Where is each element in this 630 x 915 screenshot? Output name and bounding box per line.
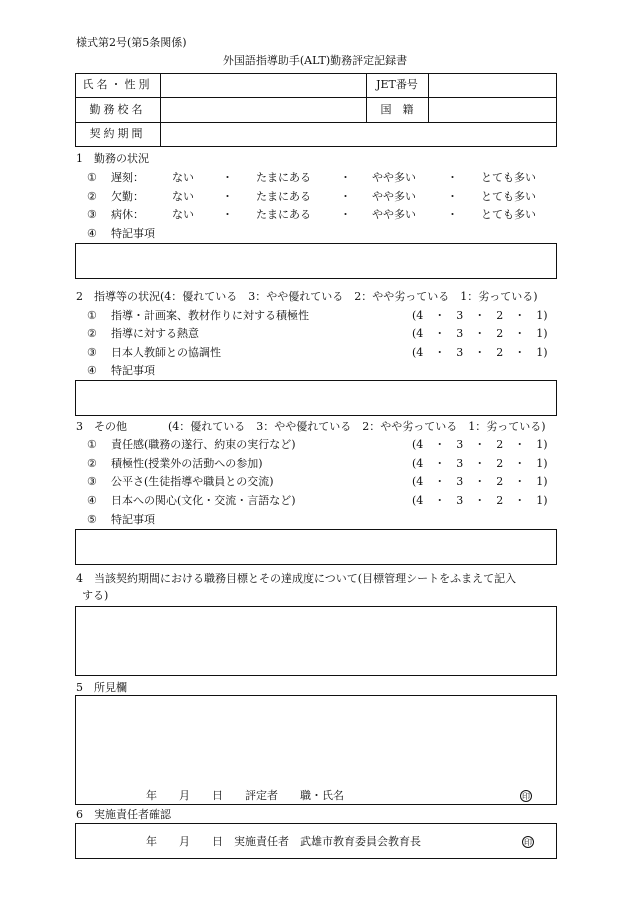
section1-remarks-box[interactable] — [75, 243, 557, 279]
separator: ・ — [222, 171, 233, 184]
rating-scale[interactable]: (4 ・ 3 ・ 2 ・ 1) — [412, 438, 548, 451]
separator: ・ — [340, 208, 351, 221]
item-number: ① — [87, 309, 97, 322]
name-gender-label: 氏名・性別 — [82, 78, 153, 91]
separator: ・ — [340, 171, 351, 184]
section4-box[interactable] — [75, 606, 557, 676]
item-number: ③ — [87, 475, 97, 488]
item-number: ④ — [87, 364, 97, 377]
section3-legend: (4：優れている 3：やや優れている 2：やや劣っている 1：劣っている) — [168, 420, 546, 433]
rating-scale[interactable]: (4 ・ 3 ・ 2 ・ 1) — [412, 309, 548, 322]
item-number: ② — [87, 457, 97, 470]
item-label: 指導に対する熱意 — [111, 327, 199, 340]
remarks-label: 特記事項 — [111, 364, 155, 377]
option-very-often[interactable]: とても多い — [481, 171, 536, 184]
option-sometimes[interactable]: たまにある — [256, 190, 311, 203]
item-label: 公平さ(生徒指導や職員との交流) — [111, 475, 274, 488]
item-number: ③ — [87, 208, 97, 221]
option-fairly-often[interactable]: やや多い — [372, 190, 416, 203]
item-number: ① — [87, 438, 97, 451]
section3-remarks-box[interactable] — [75, 529, 557, 565]
item-number: ④ — [87, 227, 97, 240]
remarks-label: 特記事項 — [111, 227, 155, 240]
item-number: ③ — [87, 346, 97, 359]
name-gender-field[interactable] — [160, 78, 366, 92]
item-label: 指導・計画案、教材作りに対する積極性 — [111, 309, 309, 322]
section5-title: 5 所見欄 — [76, 681, 127, 694]
option-none[interactable]: ない — [172, 208, 194, 221]
separator: ・ — [447, 190, 458, 203]
option-sometimes[interactable]: たまにある — [256, 171, 311, 184]
rating-scale[interactable]: (4 ・ 3 ・ 2 ・ 1) — [412, 457, 548, 470]
section4-title: 4 当該契約期間における職務目標とその達成度について(目標管理シートをふまえて記入 — [76, 572, 517, 585]
jet-number-label: JET番号 — [376, 78, 418, 91]
official-line: 年 月 日 実施責任者 武雄市教育委員会教育長 — [146, 835, 421, 848]
remarks-label: 特記事項 — [111, 513, 155, 526]
item-label: 責任感(職務の遂行、約束の実行など) — [111, 438, 296, 451]
separator: ・ — [222, 208, 233, 221]
item-number: ② — [87, 327, 97, 340]
seal-icon: 印 — [522, 792, 530, 801]
nationality-field[interactable] — [429, 103, 556, 117]
school-label: 勤務校名 — [89, 103, 146, 116]
rating-scale[interactable]: (4 ・ 3 ・ 2 ・ 1) — [412, 494, 548, 507]
item-label: 積極性(授業外の活動への参加) — [111, 457, 263, 470]
separator: ・ — [222, 190, 233, 203]
item-label: 病休： — [111, 208, 144, 221]
item-label: 日本人教師との協調性 — [111, 346, 221, 359]
rating-scale[interactable]: (4 ・ 3 ・ 2 ・ 1) — [412, 475, 548, 488]
separator: ・ — [447, 208, 458, 221]
item-number: ⑤ — [87, 513, 97, 526]
separator: ・ — [340, 190, 351, 203]
section3-title: 3 その他 — [76, 420, 127, 433]
item-label: 欠勤： — [111, 190, 144, 203]
jet-number-field[interactable] — [429, 78, 556, 92]
option-none[interactable]: ない — [172, 171, 194, 184]
contract-field[interactable] — [160, 127, 556, 141]
contract-label: 契約期間 — [89, 127, 146, 140]
item-number: ④ — [87, 494, 97, 507]
item-number: ② — [87, 190, 97, 203]
rating-scale[interactable]: (4 ・ 3 ・ 2 ・ 1) — [412, 327, 548, 340]
option-none[interactable]: ない — [172, 190, 194, 203]
option-very-often[interactable]: とても多い — [481, 190, 536, 203]
evaluator-line: 年 月 日 評定者 職・氏名 — [146, 789, 344, 802]
school-field[interactable] — [160, 103, 366, 117]
section6-title: 6 実施責任者確認 — [76, 808, 171, 821]
section1-title: 1 勤務の状況 — [76, 152, 149, 165]
form-number: 様式第2号(第5条関係) — [76, 36, 187, 49]
section4-title-cont: する) — [82, 589, 109, 602]
option-very-often[interactable]: とても多い — [481, 208, 536, 221]
item-label: 日本への関心(文化・交流・言語など) — [111, 494, 296, 507]
option-fairly-often[interactable]: やや多い — [372, 208, 416, 221]
option-sometimes[interactable]: たまにある — [256, 208, 311, 221]
rating-scale[interactable]: (4 ・ 3 ・ 2 ・ 1) — [412, 346, 548, 359]
nationality-label: 国 籍 — [380, 103, 414, 116]
seal-icon: 印 — [524, 838, 532, 847]
item-label: 遅刻： — [111, 171, 144, 184]
item-number: ① — [87, 171, 97, 184]
section2-remarks-box[interactable] — [75, 380, 557, 416]
page-title: 外国語指導助手(ALT)勤務評定記録書 — [222, 54, 408, 67]
separator: ・ — [447, 171, 458, 184]
section2-title: 2 指導等の状況(4：優れている 3：やや優れている 2：やや劣っている 1：劣っている) — [76, 290, 538, 303]
option-fairly-often[interactable]: やや多い — [372, 171, 416, 184]
